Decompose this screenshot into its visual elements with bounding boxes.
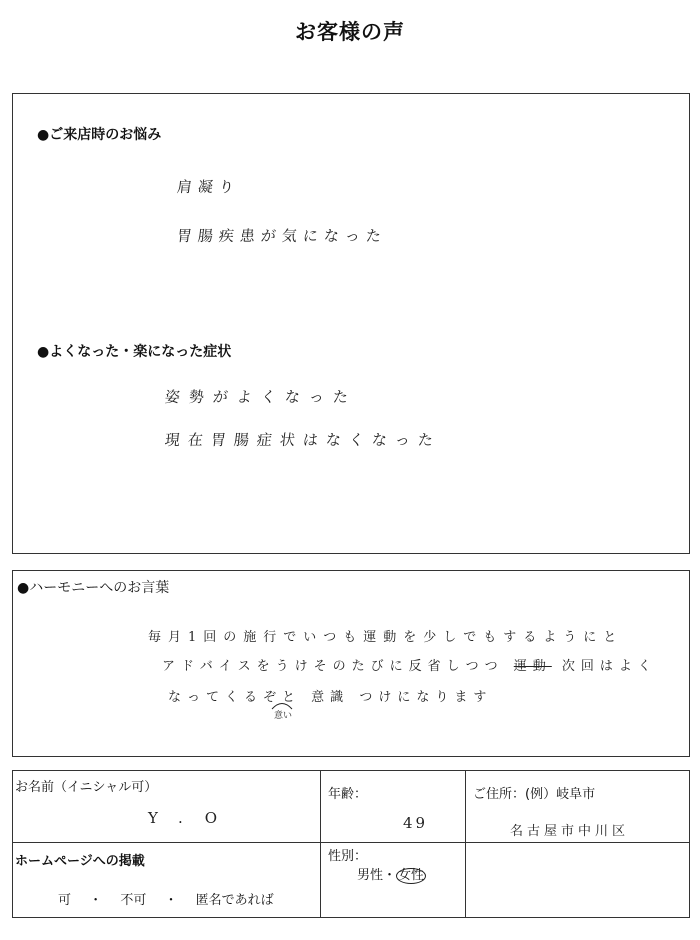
message-line-3-corrected: 意識 bbox=[311, 690, 350, 705]
gender-option-male[interactable]: 男性 bbox=[357, 868, 384, 883]
homepage-option-anonymous[interactable]: 匿名であれば bbox=[195, 893, 274, 908]
message-line-2a: アドバイスをうけそのたびに反省しつつ bbox=[162, 659, 504, 674]
homepage-option-sep-1: ・ bbox=[89, 893, 103, 908]
homepage-options bbox=[58, 889, 274, 908]
message-line-2-struck: 運動 bbox=[513, 659, 552, 674]
message-line-1: 毎月1回の施行でいつも運動を少しでもするようにと bbox=[148, 630, 624, 645]
gender-options bbox=[357, 864, 426, 884]
homepage-option-deny[interactable]: 不可 bbox=[120, 893, 147, 908]
table-divider-1 bbox=[320, 770, 321, 918]
address-label: ご住所：(例）岐阜市 bbox=[473, 787, 596, 802]
improved-heading: ●よくなった・楽になった症状 bbox=[37, 344, 232, 360]
name-label: お名前（イニシャル可） bbox=[15, 780, 158, 795]
message-line-3 bbox=[168, 686, 492, 705]
improved-line-1: 姿勢がよくなった bbox=[164, 388, 358, 406]
age-label: 年齢： bbox=[328, 787, 368, 802]
name-value: Y.O bbox=[148, 809, 240, 827]
worries-line-1: 肩凝り bbox=[176, 178, 241, 196]
message-line-2b: 次回はよく bbox=[561, 659, 657, 674]
message-line-2 bbox=[162, 655, 657, 674]
worries-line-2: 胃腸疾患が気になった bbox=[176, 227, 388, 245]
worries-heading: ●ご来店時のお悩み bbox=[37, 127, 162, 143]
message-line-3a: なってくるぞと bbox=[168, 690, 302, 705]
correction-caret-icon bbox=[270, 700, 294, 710]
homepage-option-sep-2: ・ bbox=[164, 893, 178, 908]
improved-line-2: 現在胃腸症状はなくなった bbox=[164, 431, 442, 449]
correction-note: 意い bbox=[274, 711, 293, 721]
gender-label: 性別： bbox=[328, 849, 368, 864]
symptoms-box bbox=[12, 93, 690, 554]
table-divider-2 bbox=[465, 770, 466, 918]
message-line-3b: つけになります bbox=[359, 690, 493, 705]
homepage-option-allow[interactable]: 可 bbox=[58, 893, 72, 908]
age-value: 49 bbox=[403, 814, 429, 832]
gender-option-sep: ・ bbox=[383, 868, 397, 883]
address-value: 名古屋市中川区 bbox=[510, 824, 630, 839]
page-title: お客様の声 bbox=[295, 20, 405, 44]
message-heading: ●ハーモニーへのお言葉 bbox=[17, 580, 170, 596]
homepage-label: ホームページへの掲載 bbox=[15, 854, 145, 869]
table-row-divider bbox=[12, 842, 690, 843]
gender-option-female[interactable]: 女性 bbox=[398, 868, 425, 883]
